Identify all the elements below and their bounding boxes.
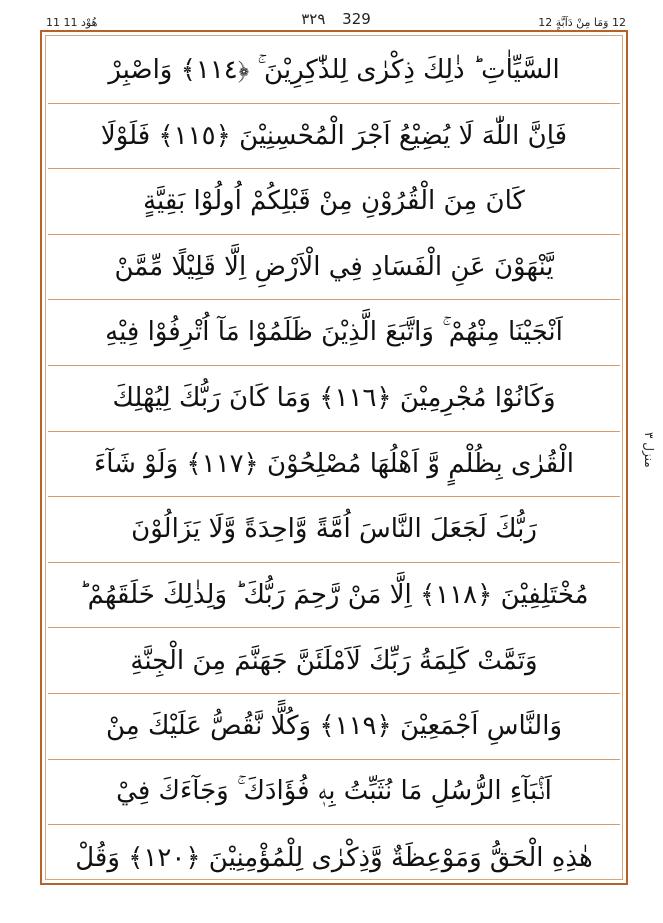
page-header <box>40 8 632 30</box>
text-line: يَّنْهَوْنَ عَنِ الْفَسَادِ فِي الْاَرْضِ اِلَّا قَلِيْلًا مِّمَّنْ <box>48 235 620 301</box>
juz-label: 12 وَمَا مِنْ دَآبَّةٍ 12 <box>538 16 626 29</box>
text-line: اَنْۢبَآءِ الرُّسُلِ مَا نُثَبِّتُ بِهٖ فُؤَادَكَ ۚ وَجَآءَكَ فِيْ <box>48 760 620 826</box>
page-number: 329 <box>342 10 371 28</box>
text-line: مُخْتَلِفِيْنَ ﴿١١٨﴾ اِلَّا مَنْ رَّحِمَ رَبُّكَ ؕ وَلِذٰلِكَ خَلَقَهُمْ ؕ <box>48 563 620 629</box>
text-line: فَاِنَّ اللّٰهَ لَا يُضِيْعُ اَجْرَ الْمُحْسِنِيْنَ ﴿١١٥﴾ فَلَوْلَا <box>48 104 620 170</box>
text-line: كَانَ مِنَ الْقُرُوْنِ مِنْ قَبْلِكُمْ اُولُوْا بَقِيَّةٍ <box>48 169 620 235</box>
text-line: رَبُّكَ لَجَعَلَ النَّاسَ اُمَّةً وَّاحِدَةً وَّلَا يَزَالُوْنَ <box>48 497 620 563</box>
quran-text-block <box>48 38 620 891</box>
text-line: هٰذِهِ الْحَقُّ وَمَوْعِظَةٌ وَّذِكْرٰى لِلْمُؤْمِنِيْنَ ﴿١٢٠﴾ وَقُلْ <box>75 842 593 873</box>
page-number-arabic: ٣٢٩ <box>301 10 326 28</box>
text-line: الْقُرٰى بِظُلْمٍ وَّ اَهْلُهَا مُصْلِحُوْنَ ﴿١١٧﴾ وَلَوْ شَآءَ <box>48 432 620 498</box>
manzil-marker: منزل ٣ <box>642 432 656 468</box>
text-line: اَنْجَيْنَا مِنْهُمْ ۚ وَاتَّبَعَ الَّذِيْنَ ظَلَمُوْا مَآ اُتْرِفُوْا فِيْهِ <box>48 300 620 366</box>
text-line: وَالنَّاسِ اَجْمَعِيْنَ ﴿١١٩﴾ وَكُلًّا نَّقُصُّ عَلَيْكَ مِنْ <box>48 694 620 760</box>
text-line: وَتَمَّتْ كَلِمَةُ رَبِّكَ لَاَمْلَئَنَّ جَهَنَّمَ مِنَ الْجِنَّةِ <box>48 628 620 694</box>
text-line: وَكَانُوْا مُجْرِمِيْنَ ﴿١١٦﴾ وَمَا كَانَ رَبُّكَ لِيُهْلِكَ <box>48 366 620 432</box>
surah-label: 11 هُوْد 11 <box>46 16 98 29</box>
text-line: السَّيِّاٰتِ ؕ ذٰلِكَ ذِكْرٰى لِلذّٰكِرِيْنَ ۚ ﴿١١٤﴾ وَاصْبِرْ <box>48 38 620 104</box>
